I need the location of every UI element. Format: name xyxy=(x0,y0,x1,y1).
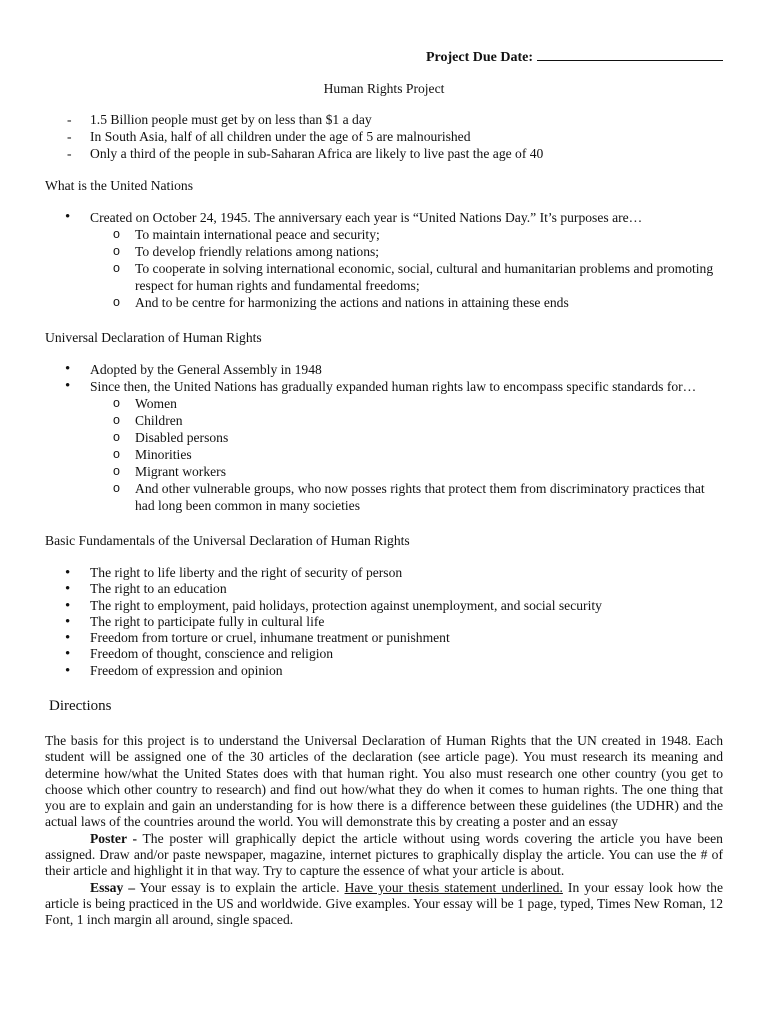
list-item: o And other vulnerable groups, who now posses rights that protect them from discriminatory practices that had long been common in many societies xyxy=(113,481,705,513)
bullet-marker: • xyxy=(65,581,71,598)
list-item: • Since then, the United Nations has gradually expanded human rights law to encompass specific standards for… xyxy=(65,378,697,394)
dash-marker: - xyxy=(67,112,72,127)
dash-marker: - xyxy=(67,146,72,161)
sub-marker: o xyxy=(113,413,120,427)
list-item: o To cooperate in solving international economic, social, cultural and humanitarian problems and promoting respect for human rights and fundamental freedoms; xyxy=(113,261,714,293)
list-item: o Minorities xyxy=(113,447,192,462)
bullet-marker: • xyxy=(65,378,71,394)
un-bullet-list xyxy=(45,209,723,226)
bullet-marker: • xyxy=(65,209,71,225)
directions-intro: The basis for this project is to understand the Universal Declaration of Human Rights that the UN created in 1948. Each student will be assigned one of the 30 articles of the declaration (see article page). You must research its meaning and determine how/what the United States does with that human right. You also must research one other country (you get to choose which other country to research) and find out how/what they do when it comes to human rights. The one thing that you are to explain and gain an understanding for is how there is a difference between these guidelines (the UDHR) and the actual laws of the countries around the world. You will demonstrate this by creating a poster and an essay xyxy=(45,733,723,830)
udhr-heading: Universal Declaration of Human Rights xyxy=(45,330,262,345)
sub-marker: o xyxy=(113,261,120,275)
list-item: o Migrant workers xyxy=(113,464,226,479)
list-item: o Disabled persons xyxy=(113,430,229,445)
poster-label: Poster - xyxy=(90,830,137,846)
dash-marker: - xyxy=(67,129,72,144)
list-item: • Freedom of expression and opinion xyxy=(65,662,283,679)
list-item: • The right to participate fully in cultural life xyxy=(65,613,325,630)
essay-label: Essay – xyxy=(90,879,136,895)
un-purposes-list xyxy=(45,226,723,311)
sub-marker: o xyxy=(113,430,120,444)
fundamentals-list xyxy=(45,565,723,679)
un-heading: What is the United Nations xyxy=(45,178,193,193)
list-item: o Children xyxy=(113,413,183,428)
page-title: Human Rights Project xyxy=(323,81,445,96)
list-item: • The right to employment, paid holidays, protection against unemployment, and social security xyxy=(65,597,602,614)
bullet-marker: • xyxy=(65,565,71,581)
list-item: • Freedom from torture or cruel, inhumane treatment or punishment xyxy=(65,630,450,647)
list-item: • The right to an education xyxy=(65,581,227,598)
poster-paragraph: Poster - The poster will graphically depict the article without using words covering the article you have been assigned. Draw and/or paste newspaper, magazine, internet pictures to graphically display the article. You can use the # of their article and highlight it in that way. Try to capture the essence of what your article is about. xyxy=(45,830,723,879)
sub-marker: o xyxy=(113,464,120,478)
sub-marker: o xyxy=(113,295,120,309)
bullet-marker: • xyxy=(65,630,71,647)
list-item: - Only a third of the people in sub-Saharan Africa are likely to live past the age of 40 xyxy=(67,146,544,161)
sub-marker: o xyxy=(113,244,120,258)
list-item: - 1.5 Billion people must get by on less than $1 a day xyxy=(67,112,372,127)
list-item: • Created on October 24, 1945. The anniversary each year is “United Nations Day.” It’s purposes are… xyxy=(65,209,643,225)
list-item: o To develop friendly relations among nations; xyxy=(113,244,380,259)
stats-list xyxy=(45,111,723,162)
bullet-marker: • xyxy=(65,597,71,614)
bullet-marker: • xyxy=(65,361,71,377)
bullet-marker: • xyxy=(65,613,71,630)
sub-marker: o xyxy=(113,447,120,461)
udhr-groups-list xyxy=(45,395,723,514)
sub-marker: o xyxy=(113,481,120,495)
sub-marker: o xyxy=(113,227,120,241)
bullet-marker: • xyxy=(65,662,71,679)
due-date-label: Project Due Date: xyxy=(425,50,533,65)
list-item: - In South Asia, half of all children under the age of 5 are malnourished xyxy=(67,129,471,144)
list-item: o To maintain international peace and security; xyxy=(113,227,380,242)
list-item: o Women xyxy=(113,396,177,411)
essay-paragraph: Essay – Your essay is to explain the article. Have your thesis statement underlined. In your essay look how the article is being practiced in the US and worldwide. Give examples. Your essay will be 1 page, typed, Times New Roman, 12 Font, 1 inch margin all around, single spaced. xyxy=(45,879,724,928)
list-item: • Adopted by the General Assembly in 1948 xyxy=(65,361,322,377)
thesis-underlined: Have your thesis statement underlined. xyxy=(344,879,563,895)
fundamentals-heading: Basic Fundamentals of the Universal Declaration of Human Rights xyxy=(45,533,410,548)
directions-heading: Directions xyxy=(49,698,112,714)
list-item: • The right to life liberty and the right of security of person xyxy=(65,565,403,581)
sub-marker: o xyxy=(113,396,120,410)
directions-body xyxy=(45,733,723,929)
bullet-marker: • xyxy=(65,646,71,663)
list-item: o And to be centre for harmonizing the actions and nations in attaining these ends xyxy=(113,295,569,310)
list-item: • Freedom of thought, conscience and religion xyxy=(65,646,334,663)
project-due-date xyxy=(426,46,723,66)
udhr-bullet-list xyxy=(45,361,723,395)
due-date-blank-line xyxy=(537,46,723,61)
